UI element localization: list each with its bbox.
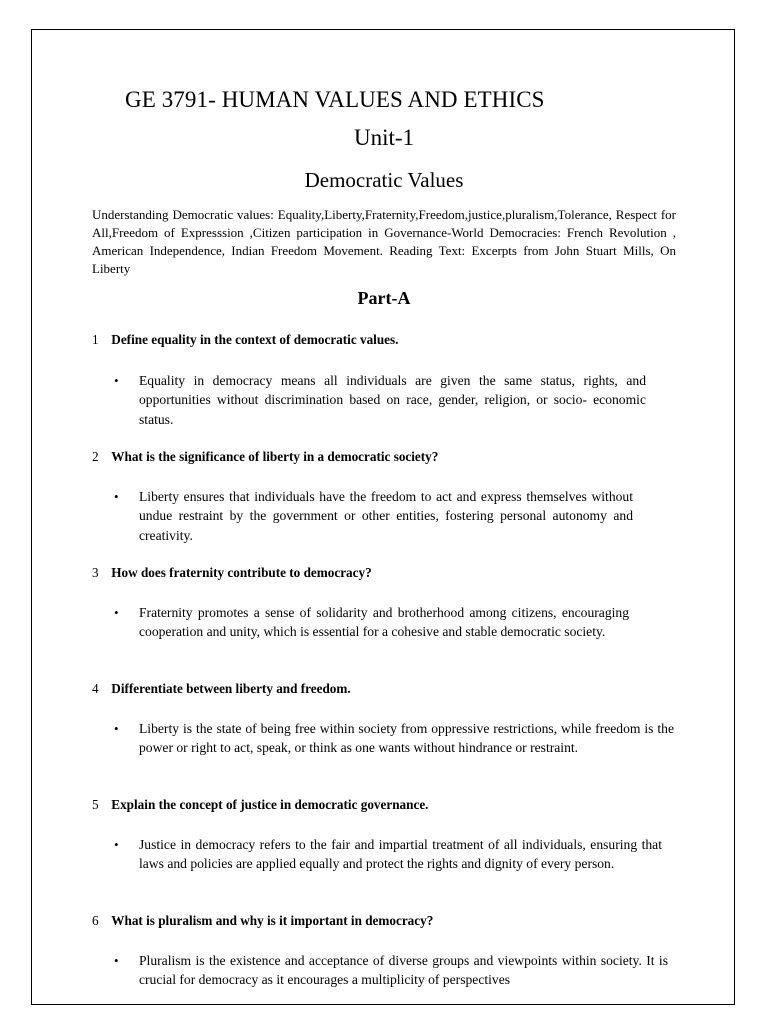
section-subtitle: Democratic Values: [304, 168, 464, 192]
answer-1: [114, 371, 646, 429]
question-text: How does fraternity contribute to democracy?: [111, 565, 372, 580]
question-5: [92, 797, 676, 813]
question-number: 2: [92, 449, 99, 464]
answer-text: Liberty ensures that individuals have the freedom to act and express themselves without undue restraint by the government or other entities, fostering personal autonomy and creativity.: [139, 489, 633, 543]
bullet-icon: •: [114, 953, 119, 968]
question-1: [92, 332, 676, 348]
answer-4: [114, 719, 674, 758]
part-heading: Part-A: [357, 288, 411, 308]
syllabus-paragraph: Understanding Democratic values: Equality,Liberty,Fraternity,Freedom,justice,pluralism,Tolerance, Respect for All,Freedom of Expresssion ,Citizen participation in Governance-World Democracies: French Revolution , American Independence, Indian Freedom Movement. Reading Text: Excerpts from John Stuart Mills, On Liberty: [92, 207, 676, 276]
answer-6: [114, 951, 668, 990]
question-number: 3: [92, 565, 99, 580]
question-6: [92, 913, 676, 929]
bullet-icon: •: [114, 721, 119, 736]
bullet-icon: •: [114, 837, 119, 852]
list-item: [114, 371, 646, 429]
answer-text: Liberty is the state of being free within society from oppressive restrictions, while freedom is the power or right to act, speak, or think as one wants without hindrance or restraint.: [139, 721, 674, 756]
question-text: Differentiate between liberty and freedom.: [111, 681, 351, 696]
unit-heading: Unit-1: [353, 125, 415, 150]
list-item: [114, 603, 629, 642]
question-text: Define equality in the context of democratic values.: [111, 332, 399, 347]
list-item: [114, 487, 633, 545]
question-text: What is pluralism and why is it important in democracy?: [111, 913, 434, 928]
question-4: [92, 681, 676, 697]
question-2: [92, 449, 676, 465]
question-number: 4: [92, 681, 99, 696]
question-text: Explain the concept of justice in democratic governance.: [111, 797, 429, 812]
bullet-icon: •: [114, 605, 119, 620]
question-number: 6: [92, 913, 99, 928]
answer-text: Justice in democracy refers to the fair and impartial treatment of all individuals, ensuring that laws and policies are applied equally and protect the rights and dignity of every person.: [139, 837, 662, 872]
document-title: GE 3791- HUMAN VALUES AND ETHICS: [125, 87, 545, 112]
question-number: 1: [92, 332, 99, 347]
question-text: What is the significance of liberty in a democratic society?: [111, 449, 439, 464]
answer-5: [114, 835, 662, 874]
answer-text: Fraternity promotes a sense of solidarity and brotherhood among citizens, encouraging cooperation and unity, which is essential for a cohesive and stable democratic society.: [139, 605, 629, 640]
list-item: [114, 951, 668, 990]
answer-3: [114, 603, 629, 642]
answer-2: [114, 487, 633, 545]
answer-text: Equality in democracy means all individuals are given the same status, rights, and opportunities without discrimination based on race, gender, religion, or socio- economic status.: [139, 373, 646, 427]
bullet-icon: •: [114, 489, 119, 504]
list-item: [114, 719, 674, 758]
page-border: [31, 29, 735, 1005]
list-item: [114, 835, 662, 874]
question-3: [92, 565, 676, 581]
answer-text: Pluralism is the existence and acceptance of diverse groups and viewpoints within society. It is crucial for democracy as it encourages a multiplicity of perspectives: [139, 953, 668, 988]
question-number: 5: [92, 797, 99, 812]
bullet-icon: •: [114, 373, 119, 388]
